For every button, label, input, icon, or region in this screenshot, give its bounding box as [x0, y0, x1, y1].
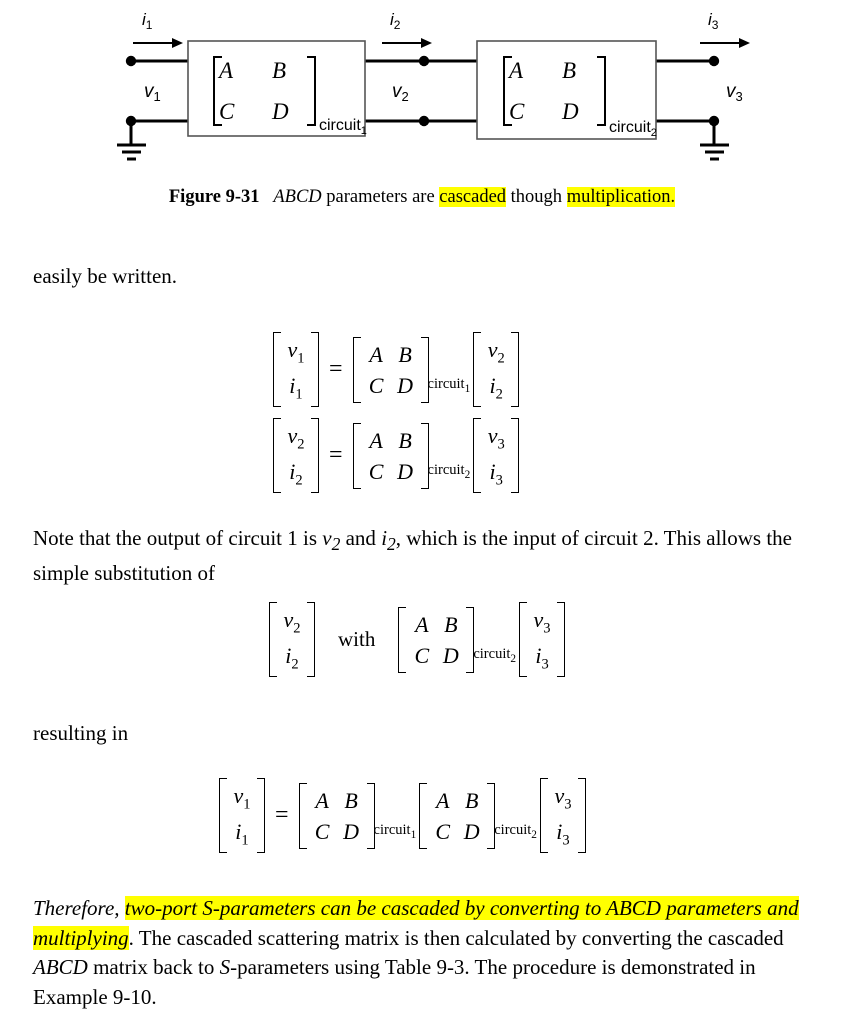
eq4-rhs-vector: [540, 778, 586, 853]
eq1-A: A: [369, 341, 383, 367]
label-v2: $v_2$: [392, 81, 409, 104]
label-i3: $i_3$: [708, 10, 719, 32]
eq4-m2-A: A: [436, 787, 450, 813]
eq1-B: B: [398, 341, 412, 367]
eq3-rhs-vector: [519, 602, 565, 677]
eq2-C: C: [368, 458, 384, 484]
circuit1-label: circuit$_1$: [319, 117, 367, 137]
final-s: S: [219, 955, 231, 979]
eq2-sublabel: circuit$_2$: [427, 462, 471, 482]
label-v3: $v_3$: [726, 81, 743, 104]
eq4-m2-B: B: [465, 787, 479, 813]
paragraph-resulting-in: resulting in: [33, 721, 129, 745]
eq3-abcd-matrix: [398, 607, 474, 673]
eq1-rhs-vector: [473, 332, 519, 407]
figure-label: Figure 9-31: [168, 187, 260, 207]
eq3-rhs-r1: $v_3$: [533, 607, 551, 637]
eq1-rhs-r1: $v_2$: [487, 337, 505, 367]
box2-entry-B: B: [562, 58, 577, 83]
eq4-abcd-group-2: [418, 783, 539, 849]
eq4-abcd-group-1: [298, 783, 419, 849]
box2-entry-C: C: [509, 99, 525, 124]
eq4-m1-C: C: [314, 818, 330, 844]
final-rest-2: matrix back to: [87, 955, 220, 979]
eq1-C: C: [368, 372, 384, 398]
eq4-m1-D: D: [343, 818, 359, 844]
eq2-rhs-r2: $i_3$: [489, 458, 503, 488]
box1-entry-A: A: [219, 58, 234, 83]
note-text-1: Note that the output of circuit 1 is: [33, 526, 323, 550]
eq2-rhs-r1: $v_3$: [487, 423, 505, 453]
eq4-m1-A: A: [315, 787, 329, 813]
eq4-sublabel-1: circuit$_1$: [373, 822, 417, 842]
eq4-equals: =: [275, 802, 289, 829]
note-i2: $i_2$: [381, 526, 396, 555]
caption-abcd: ABCD: [273, 187, 322, 207]
eq4-rhs-r1: $v_3$: [554, 783, 572, 813]
eq3-abcd-group: [397, 607, 518, 673]
circuit2-label: circuit$_2$: [609, 119, 657, 139]
eq3-with-word: with: [338, 627, 376, 652]
label-i1: $i_1$: [142, 10, 153, 32]
eq1-abcd-matrix: [353, 337, 429, 403]
equation-2: [272, 418, 520, 493]
eq2-rhs-vector: [473, 418, 519, 493]
equation-3: [268, 602, 566, 677]
eq4-sublabel-2: circuit$_2$: [494, 822, 537, 842]
eq3-C: C: [414, 642, 430, 668]
eq4-lhs-r2: $i_1$: [235, 818, 249, 848]
final-therefore: Therefore,: [33, 896, 120, 920]
paragraph-note: [33, 524, 823, 588]
eq1-lhs-vector: [273, 332, 319, 407]
note-v2: $v_2$: [322, 526, 341, 555]
eq4-m2-C: C: [435, 818, 451, 844]
eq1-sublabel: circuit$_1$: [427, 376, 471, 396]
eq2-D: D: [397, 458, 413, 484]
caption-highlight-multiplication: multiplication.: [566, 187, 676, 207]
caption-text-2: parameters are: [321, 187, 440, 207]
label-i2: $i_2$: [390, 10, 401, 32]
eq4-rhs-r2: $i_3$: [556, 818, 570, 848]
eq2-equals: =: [329, 442, 343, 469]
eq3-lhs-r2: $i_2$: [285, 642, 299, 672]
circuit-diagram-svg: [0, 0, 844, 172]
eq3-A: A: [415, 611, 429, 637]
equation-1: [272, 332, 520, 407]
eq2-lhs-r2: $i_2$: [289, 458, 303, 488]
box2-entry-A: A: [509, 58, 524, 83]
eq1-equals: =: [329, 356, 343, 383]
current-labels: [142, 10, 719, 32]
final-highlighted-text: two-port S-parameters can be cascaded by converting to ABCD parameters and multiplying: [33, 896, 799, 950]
paragraph-conclusion: [33, 894, 823, 1012]
eq3-sublabel: circuit$_2$: [473, 646, 517, 666]
eq2-abcd-group: [352, 423, 473, 489]
eq3-B: B: [444, 611, 458, 637]
eq4-abcd-matrix-1: [299, 783, 375, 849]
eq1-lhs-r1: $v_1$: [287, 337, 305, 367]
eq2-A: A: [369, 427, 383, 453]
eq3-rhs-r2: $i_3$: [535, 642, 549, 672]
eq1-lhs-r2: $i_1$: [289, 372, 303, 402]
eq1-abcd-group: [352, 337, 473, 403]
eq1-D: D: [397, 372, 413, 398]
equation-4: [218, 778, 587, 853]
eq4-m2-D: D: [463, 818, 480, 844]
final-rest-3: -parameters using Table 9-3. The procedure is demonstrated in Example 9-10.: [33, 955, 756, 1009]
eq2-abcd-matrix: [353, 423, 429, 489]
eq2-lhs-r1: $v_2$: [287, 423, 305, 453]
eq1-rhs-r2: $i_2$: [489, 372, 503, 402]
eq4-lhs-r1: $v_1$: [233, 783, 251, 813]
figure-caption: [0, 186, 844, 208]
eq2-B: B: [398, 427, 412, 453]
box1-entry-B: B: [272, 58, 287, 83]
eq4-m1-B: B: [344, 787, 358, 813]
final-abcd: ABCD: [33, 955, 88, 979]
note-text-2: and: [340, 526, 382, 550]
figure-diagram: [0, 0, 844, 172]
box1-entry-C: C: [219, 99, 235, 124]
box2-entry-D: D: [562, 99, 579, 124]
eq3-D: D: [442, 642, 459, 668]
eq3-lhs-vector: [269, 602, 315, 677]
paragraph-easily-be-written: easily be written.: [33, 264, 178, 288]
caption-text-3: though: [506, 187, 567, 207]
ground-symbol-left: [117, 145, 146, 159]
final-rest-1: . The cascaded scattering matrix is then calculated by converting the cascaded: [128, 925, 784, 950]
eq4-abcd-matrix-2: [419, 783, 495, 849]
box1-entry-D: D: [272, 99, 289, 124]
note-text-3: , which is the input of circuit 2. This allows the simple substitution of: [33, 526, 793, 586]
caption-highlight-cascaded: cascaded: [439, 187, 507, 207]
eq4-lhs-vector: [219, 778, 265, 853]
ground-symbol-right: [700, 145, 729, 159]
eq3-lhs-r1: $v_2$: [283, 607, 301, 637]
label-v1: $v_1$: [144, 81, 161, 104]
eq2-lhs-vector: [273, 418, 319, 493]
